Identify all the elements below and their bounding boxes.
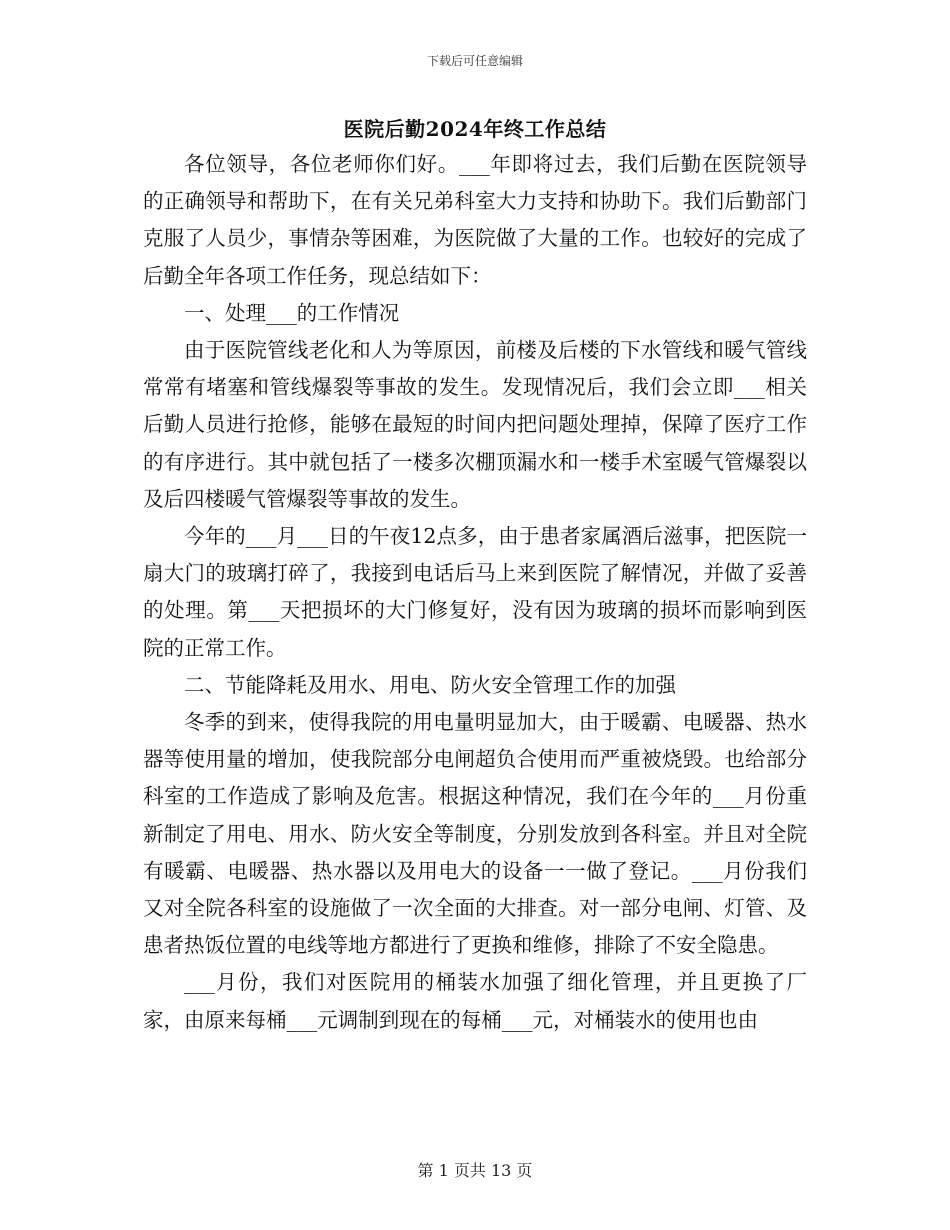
page-header: 下载后可任意编辑 (426, 54, 523, 68)
page-footer: 第 1 页共 13 页 (417, 1161, 533, 1180)
document-title: 医院后勤2024年终工作总结 (343, 117, 607, 141)
paragraph-glass-door: 今年的___月___日的午夜12点多，由于患者家属酒后滋事，把医院一扇大门的玻璃打碎了，我接到电话后马上来到医院了解情况，并做了妥善的处理。第___天把损坏的大门修复好，没有因为玻璃的损坏而影响到医院的正常工作。 (143, 524, 807, 660)
paragraph-pipeline-repair: 由于医院管线老化和人为等原因，前楼及后楼的下水管线和暖气管线常常有堵塞和管线爆裂等事故的发生。发现情况后，我们会立即___相关后勤人员进行抢修，能够在最短的时间内把问题处理掉，保障了医疗工作的有序进行。其中就包括了一楼多次棚顶漏水和一楼手术室暖气管爆裂以及后四楼暖气管爆裂等事故的发生。 (143, 338, 807, 511)
paragraph-bottled-water: ___月份，我们对医院用的桶装水加强了细化管理，并且更换了厂家，由原来每桶___元调制到现在的每桶___元，对桶装水的使用也由 (143, 970, 807, 1032)
section-heading-2: 二、节能降耗及用水、用电、防火安全管理工作的加强 (184, 672, 676, 697)
document-body (143, 146, 807, 1039)
paragraph-intro: 各位领导，各位老师你们好。___年即将过去，我们后勤在医院领导的正确领导和帮助下，在有关兄弟科室大力支持和协助下。我们后勤部门克服了人员少，事情杂等困难，为医院做了大量的工作。也较好的完成了后勤全年各项工作任务，现总结如下： (143, 152, 807, 288)
paragraph-energy-safety: 冬季的到来，使得我院的用电量明显加大，由于暖霸、电暖器、热水器等使用量的增加，使我院部分电闸超负合使用而严重被烧毁。也给部分科室的工作造成了影响及危害。根据这种情况，我们在今年的___月份重新制定了用电、用水、防火安全等制度，分别发放到各科室。并且对全院有暖霸、电暖器、热水器以及用电大的设备一一做了登记。___月份我们又对全院各科室的设施做了一次全面的大排查。对一部分电闸、灯管、及患者热饭位置的电线等地方都进行了更换和维修，排除了不安全隐患。 (143, 710, 807, 958)
section-heading-1: 一、处理___的工作情况 (184, 300, 400, 325)
